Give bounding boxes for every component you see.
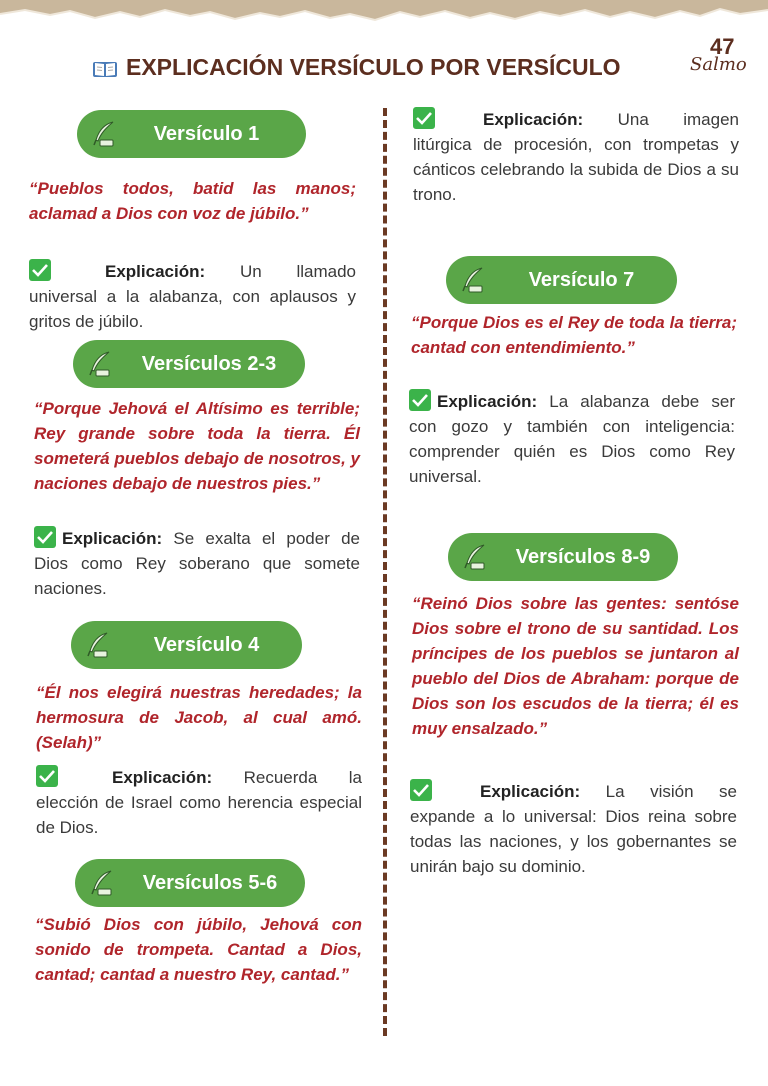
section-heading: Versículos 8-9 xyxy=(515,545,651,568)
psalm-number: 47 xyxy=(710,34,735,59)
section-heading-pill xyxy=(71,621,302,669)
quill-pen-icon xyxy=(460,266,486,294)
verse-text: “Subió Dios con júbilo, Jehová con sonido de trompeta. Cantad a Dios, cantad; cantad a nuestro Rey, cantad.” xyxy=(35,915,362,984)
open-book-icon xyxy=(92,58,118,80)
verse-text: “Porque Dios es el Rey de toda la tierra; cantad con entendimiento.” xyxy=(411,313,737,357)
quill-pen-icon xyxy=(85,631,111,659)
quill-pen-icon xyxy=(462,543,488,571)
explanation-text: La alabanza debe ser con gozo y también con inteligencia: comprender quién es Dios como Rey universal. xyxy=(409,392,735,486)
checkmark-icon xyxy=(29,259,51,281)
section-heading-pill xyxy=(75,859,305,907)
explanation-text: Se exalta el poder de Dios como Rey soberano que somete naciones. xyxy=(34,529,360,598)
explanation-block xyxy=(413,107,739,207)
explanation-label: Explicación: xyxy=(437,392,538,411)
explanation-label: Explicación: xyxy=(105,262,206,281)
explanation-text: Una imagen litúrgica de procesión, con trompetas y cánticos celebrando la subida de Dios a su trono. xyxy=(413,110,739,204)
explanation-block xyxy=(34,526,360,601)
explanation-block xyxy=(409,389,735,489)
checkmark-icon xyxy=(413,107,435,129)
verse-text: “Reinó Dios sobre las gentes: sentóse Dios sobre el trono de su santidad. Los príncipes de los pueblos se juntaron al pueblo del Dios de Abraham: porque de Dios son los escudos de la tierra; él es muy ensalzado.” xyxy=(412,594,739,738)
checkmark-icon xyxy=(34,526,56,548)
verse-text: “Porque Jehová el Altísimo es terrible; Rey grande sobre toda la tierra. Él someterá pueblos debajo de nosotros, y naciones debajo de nuestros pies.” xyxy=(34,399,360,493)
verse-text: “Pueblos todos, batid las manos; aclamad a Dios con voz de júbilo.” xyxy=(29,179,356,223)
explanation-block xyxy=(410,779,737,879)
explanation-text: La visión se expande a lo universal: Dios reina sobre todas las naciones, y los gobernantes se unirán bajo su dominio. xyxy=(410,782,737,876)
torn-paper-border xyxy=(0,0,768,26)
explanation-label: Explicación: xyxy=(480,782,581,801)
checkmark-icon xyxy=(409,389,431,411)
psalm-word: Salmo xyxy=(690,54,747,75)
section-heading-pill xyxy=(77,110,306,158)
section-heading: Versículos 2-3 xyxy=(141,352,277,375)
explanation-text: Un llamado universal a la alabanza, con aplausos y gritos de júbilo. xyxy=(29,262,356,331)
section-heading: Versículos 5-6 xyxy=(142,871,278,894)
page-title: EXPLICACIÓN VERSÍCULO POR VERSÍCULO xyxy=(126,54,621,80)
page-header xyxy=(0,34,768,90)
explanation-label: Explicación: xyxy=(483,110,584,129)
quill-pen-icon xyxy=(89,869,115,897)
verse-text: “Él nos elegirá nuestras heredades; la hermosura de Jacob, al cual amó. (Selah)” xyxy=(36,683,362,752)
column-divider xyxy=(383,108,387,1036)
checkmark-icon xyxy=(36,765,58,787)
section-heading-pill xyxy=(446,256,677,304)
section-heading-pill xyxy=(448,533,678,581)
quill-pen-icon xyxy=(87,350,113,378)
explanation-block xyxy=(36,765,362,840)
section-heading: Versículo 7 xyxy=(528,268,635,291)
section-heading-pill xyxy=(73,340,305,388)
explanation-label: Explicación: xyxy=(62,529,163,548)
explanation-label: Explicación: xyxy=(112,768,213,787)
checkmark-icon xyxy=(410,779,432,801)
section-heading: Versículo 1 xyxy=(153,122,260,145)
explanation-block xyxy=(29,259,356,334)
explanation-text: Recuerda la elección de Israel como herencia especial de Dios. xyxy=(36,768,362,837)
section-heading: Versículo 4 xyxy=(153,633,260,656)
